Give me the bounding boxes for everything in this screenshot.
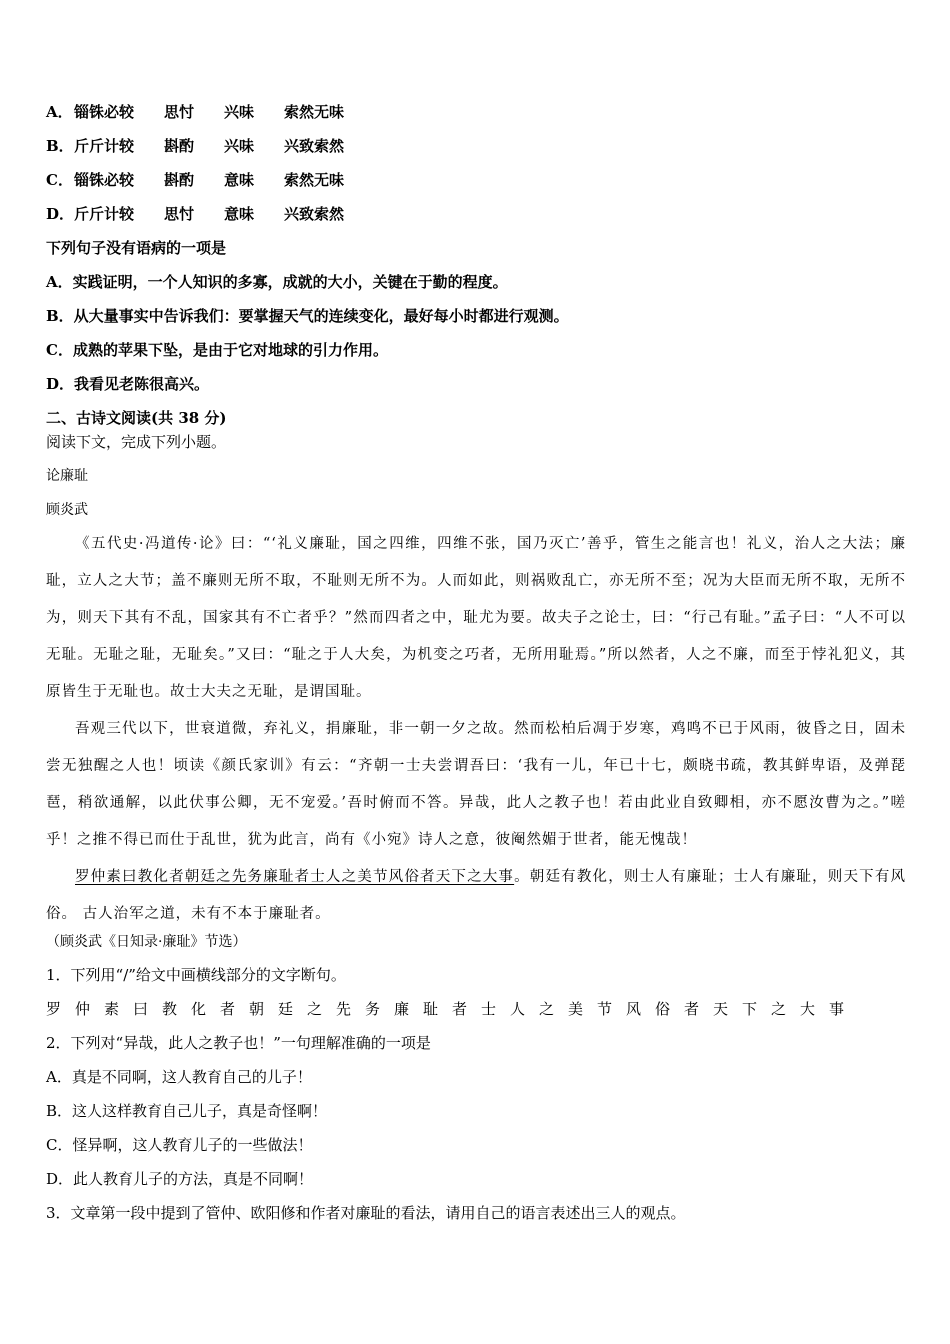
q1-option-d: D．斤斤计较 思忖 意味 兴致索然 — [46, 205, 345, 223]
question-2-option-c: C．怪异啊，这人教育儿子的一些做法！ — [46, 1136, 313, 1154]
reading-instruction: 阅读下文，完成下列小题。 — [46, 433, 227, 451]
question-1-stem: 1．下列用“/”给文中画横线部分的文字断句。 — [46, 966, 346, 984]
q1-option-b: B．斤斤计较 斟酌 兴味 兴致索然 — [46, 137, 345, 155]
q1-option-a: A．锱铢必较 思忖 兴味 索然无味 — [46, 103, 345, 121]
essay-source: （顾炎武《日知录·廉耻》节选） — [46, 934, 247, 950]
essay-author: 顾炎武 — [46, 502, 88, 518]
section-heading: 二、古诗文阅读(共 38 分) — [46, 409, 227, 427]
question-2-stem: 2．下列对“异哉，此人之教子也！”一句理解准确的一项是 — [46, 1034, 431, 1052]
q2-option-b: B．从大量事实中告诉我们：要掌握天气的连续变化，最好每小时都进行观测。 — [46, 307, 569, 325]
question-2-option-d: D．此人教育儿子的方法，真是不同啊！ — [46, 1170, 314, 1188]
essay-body — [46, 526, 906, 933]
essay-paragraph-2: 吾观三代以下，世衰道微，弃礼义，捐廉耻，非一朝一夕之故。然而松柏后凋于岁寒，鸡鸣不已于风雨，彼昏之日，固未尝无独醒之人也！顷读《颜氏家训》有云：“齐朝一士夫尝谓吾曰：‘我有一儿，年已十七，颇晓书疏，教其鲜卑语，及弹琵琶，稍欲通解，以此伏事公卿，无不宠爱。’吾时俯而不答。异哉，此人之教子也！若由此业自致卿相，亦不愿汝曹为之。”嗟乎！之推不得已而仕于乱世，犹为此言，尚有《小宛》诗人之意，彼阉然媚于世者，能无愧哉！ — [46, 721, 906, 848]
essay-paragraph-3: 罗仲素曰教化者朝廷之先务廉耻者士人之美节风俗者天下之大事。朝廷有教化，则士人有廉耻；士人有廉耻，则天下有风俗。 古人治军之道，未有不本于廉耻者。 — [46, 869, 907, 922]
q2-option-c: C．成熟的苹果下坠，是由于它对地球的引力作用。 — [46, 341, 388, 359]
q1-option-c: C．锱铢必较 斟酌 意味 索然无味 — [46, 171, 345, 189]
question-2-option-a: A．真是不同啊，这人教育自己的儿子！ — [46, 1068, 312, 1086]
question-1-text: 罗仲素曰教化者朝廷之先务廉耻者士人之美节风俗者天下之大事 — [46, 1000, 859, 1018]
essay-paragraph-1: 《五代史·冯道传·论》曰：“‘礼义廉耻，国之四维，四维不张，国乃灭亡’善乎，管生之能言也！礼义，治人之大法；廉耻，立人之大节；盖不廉则无所不取，不耻则无所不为。人而如此，则祸败乱亡，亦无所不至；况为大臣而无所不取，无所不为，则天下其有不乱，国家其有不亡者乎？”然而四者之中，耻尤为要。故夫子之论士，曰：“行己有耻。”孟子曰：“人不可以无耻。无耻之耻，无耻矣。”又曰：“耻之于人大矣，为机变之巧者，无所用耻焉。”所以然者，人之不廉，而至于悖礼犯义，其原皆生于无耻也。故士大夫之无耻，是谓国耻。 — [46, 536, 906, 700]
underlined-sentence: 罗仲素曰教化者朝廷之先务廉耻者士人之美节风俗者天下之大事 — [75, 869, 515, 885]
q2-option-a: A．实践证明，一个人知识的多寡，成就的大小，关键在于勤的程度。 — [46, 273, 508, 291]
question-2-option-b: B．这人这样教育自己儿子，真是奇怪啊！ — [46, 1102, 328, 1120]
question-3-stem: 3．文章第一段中提到了管仲、欧阳修和作者对廉耻的看法，请用自己的语言表述出三人的观点。 — [46, 1204, 686, 1222]
q2-stem: 下列句子没有语病的一项是 — [46, 239, 227, 257]
essay-title: 论廉耻 — [46, 468, 88, 484]
q2-option-d: D．我看见老陈很高兴。 — [46, 375, 210, 393]
